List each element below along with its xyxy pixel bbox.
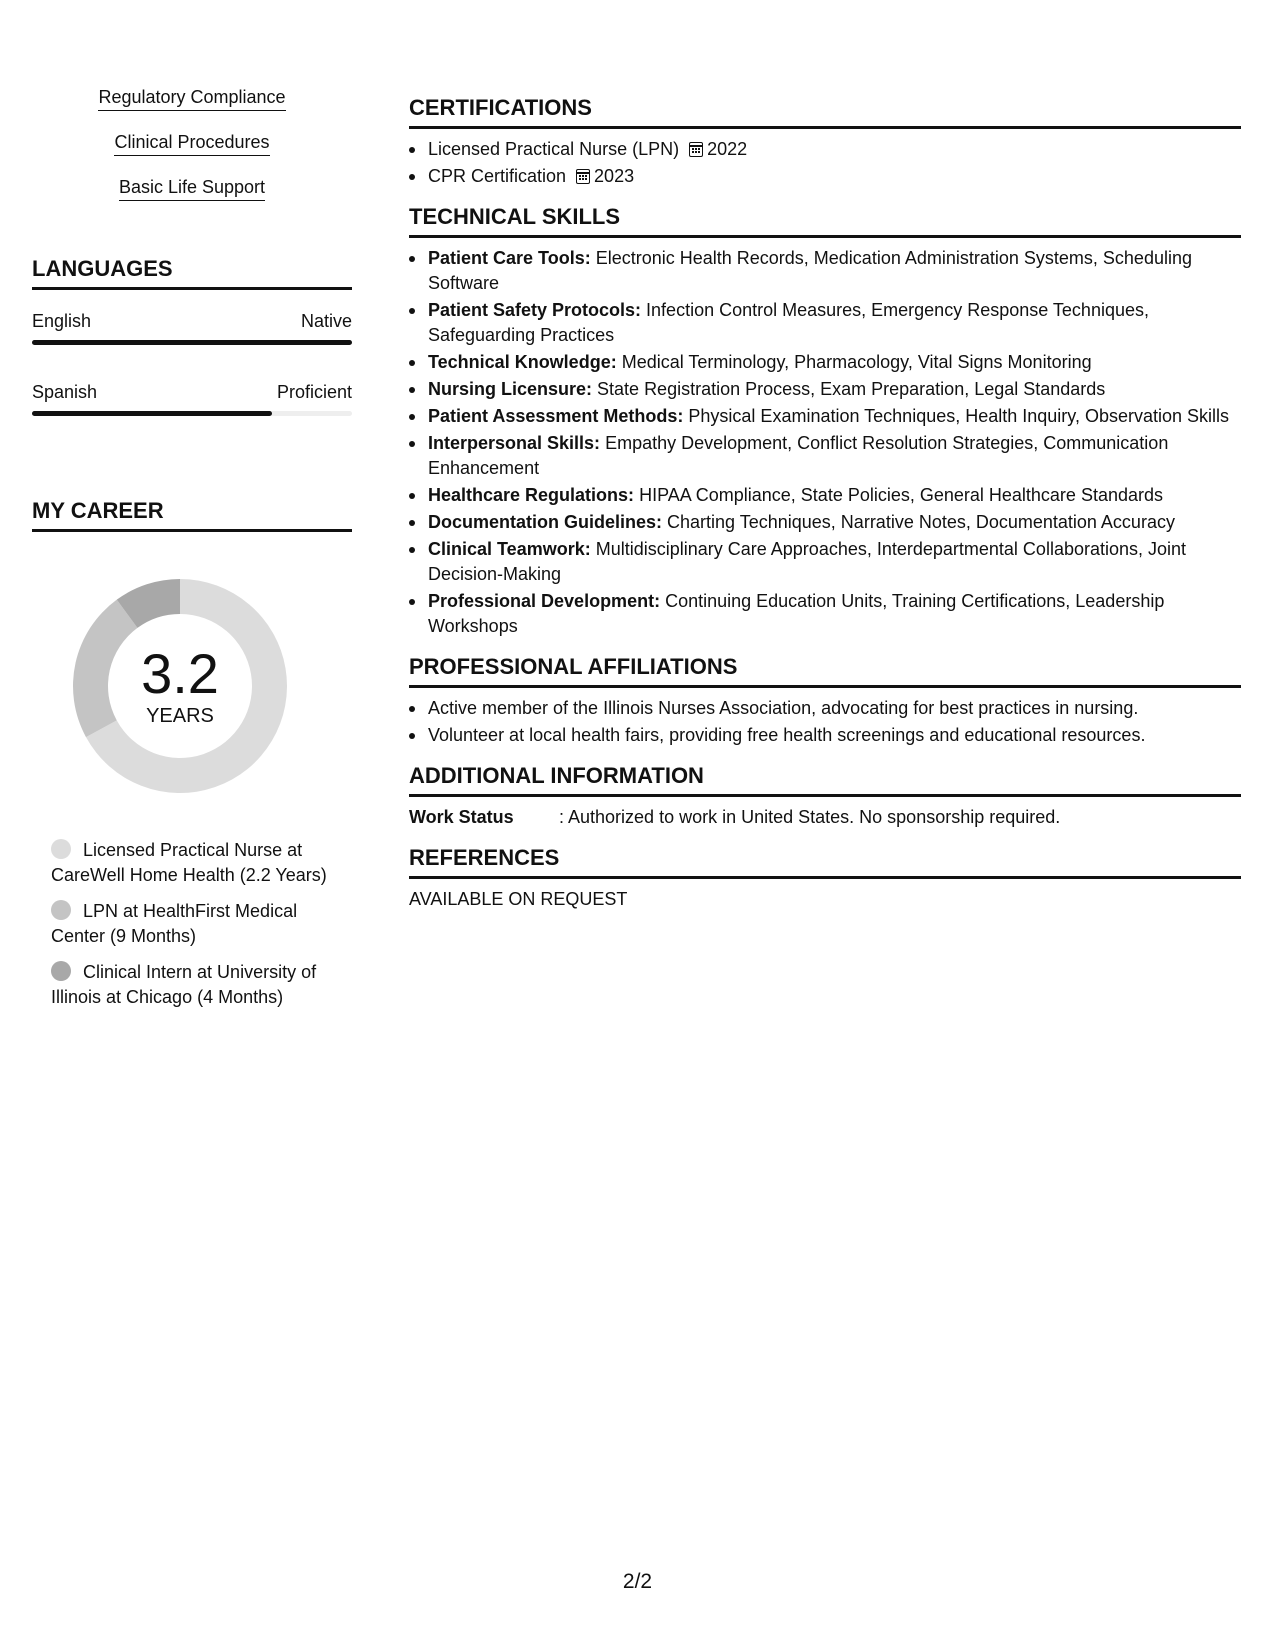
certification-year: 2022	[707, 139, 748, 159]
calendar-icon	[689, 142, 703, 157]
certification-item	[427, 137, 1241, 162]
work-status-label: Work Status	[409, 807, 514, 827]
donut-center	[67, 573, 293, 799]
technical-skill-item	[427, 350, 1241, 375]
legend-dot	[51, 961, 71, 981]
skill-text: HIPAA Compliance, State Policies, General Healthcare Standards	[634, 485, 1163, 505]
references-text: AVAILABLE ON REQUEST	[409, 889, 628, 909]
additional-info-section	[409, 762, 1241, 830]
skill-label: Documentation Guidelines:	[428, 512, 663, 532]
language-bar	[32, 411, 352, 416]
skill-label: Nursing Licensure:	[428, 379, 593, 399]
certifications-heading: CERTIFICATIONS	[409, 94, 1241, 129]
additional-info-heading: ADDITIONAL INFORMATION	[409, 762, 1241, 797]
skill-text: State Registration Process, Exam Preparation, Legal Standards	[592, 379, 1106, 399]
career-unit: YEARS	[146, 705, 214, 727]
references-section	[409, 844, 1241, 912]
career-legend	[51, 838, 331, 1021]
skill-text: Continuing Education Units, Training Certifications, Leadership Workshops	[428, 591, 1165, 636]
technical-skills-list	[409, 246, 1241, 639]
affiliations-heading: PROFESSIONAL AFFILIATIONS	[409, 653, 1241, 688]
languages-heading: LANGUAGES	[32, 255, 352, 290]
technical-skills-heading: TECHNICAL SKILLS	[409, 203, 1241, 238]
work-status-value: : Authorized to work in United States. No sponsorship required.	[559, 807, 1061, 827]
language-name: Spanish	[32, 382, 98, 402]
skill-label: Patient Safety Protocols:	[428, 300, 642, 320]
skill-text: Charting Techniques, Narrative Notes, Documentation Accuracy	[662, 512, 1175, 532]
certification-name: CPR Certification	[428, 166, 567, 186]
certification-name: Licensed Practical Nurse (LPN)	[428, 139, 680, 159]
certification-item	[427, 164, 1241, 189]
legend-text: LPN at HealthFirst Medical Center (9 Months)	[51, 901, 298, 946]
technical-skill-item	[427, 589, 1241, 639]
skill-tags	[32, 86, 352, 221]
language-item	[32, 381, 352, 416]
skill-tag: Clinical Procedures	[114, 131, 269, 156]
career-heading: MY CAREER	[32, 497, 352, 532]
technical-skill-item	[427, 246, 1241, 296]
technical-skill-item	[427, 404, 1241, 429]
legend-item	[51, 899, 331, 949]
legend-dot	[51, 900, 71, 920]
skill-text: Infection Control Measures, Emergency Response Techniques, Safeguarding Practices	[428, 300, 1149, 345]
technical-skill-item	[427, 431, 1241, 481]
legend-item	[51, 960, 331, 1010]
right-column	[409, 94, 1241, 926]
technical-skill-item	[427, 377, 1241, 402]
skill-label: Clinical Teamwork:	[428, 539, 591, 559]
language-level: Proficient	[276, 382, 352, 402]
skill-label: Healthcare Regulations:	[428, 485, 635, 505]
language-item	[32, 310, 352, 345]
legend-dot	[51, 839, 71, 859]
affiliations-list	[409, 696, 1241, 748]
legend-text: Clinical Intern at University of Illinois at Chicago (4 Months)	[51, 962, 317, 1007]
skill-label: Interpersonal Skills:	[428, 433, 601, 453]
page-number: 2/2	[622, 1570, 653, 1593]
technical-skill-item	[427, 483, 1241, 508]
skill-text: Physical Examination Techniques, Health Inquiry, Observation Skills	[683, 406, 1230, 426]
affiliations-section	[409, 653, 1241, 748]
technical-skills-section	[409, 203, 1241, 639]
certifications-list	[409, 137, 1241, 189]
skill-label: Patient Assessment Methods:	[428, 406, 684, 426]
skill-text: Empathy Development, Conflict Resolution Strategies, Communication Enhancement	[428, 433, 1169, 478]
skill-text: Medical Terminology, Pharmacology, Vital Signs Monitoring	[616, 352, 1092, 372]
language-level: Native	[300, 311, 352, 331]
technical-skill-item	[427, 298, 1241, 348]
skill-label: Professional Development:	[428, 591, 661, 611]
certifications-section	[409, 94, 1241, 189]
references-heading: REFERENCES	[409, 844, 1241, 879]
career-total: 3.2	[141, 642, 219, 705]
skill-label: Patient Care Tools:	[428, 248, 591, 268]
skill-label: Technical Knowledge:	[428, 352, 617, 372]
language-bar-fill	[32, 411, 272, 416]
skill-tag: Basic Life Support	[119, 176, 265, 201]
skill-tag: Regulatory Compliance	[98, 86, 285, 111]
technical-skill-item	[427, 537, 1241, 587]
language-name: English	[32, 311, 92, 331]
skill-text: Multidisciplinary Care Approaches, Interdepartmental Collaborations, Joint Decision-Making	[428, 539, 1187, 584]
language-bar-fill	[32, 340, 352, 345]
technical-skill-item	[427, 510, 1241, 535]
languages-section	[32, 255, 352, 416]
skill-text: Electronic Health Records, Medication Administration Systems, Scheduling Software	[428, 248, 1192, 293]
certification-year: 2023	[594, 166, 635, 186]
calendar-icon	[576, 169, 590, 184]
affiliation-item: Active member of the Illinois Nurses Association, advocating for best practices in nursing.	[427, 696, 1241, 721]
career-section	[32, 497, 352, 1007]
legend-text: Licensed Practical Nurse at CareWell Home Health (2.2 Years)	[51, 840, 327, 885]
work-status-row	[409, 805, 1241, 830]
legend-item	[51, 838, 331, 888]
affiliation-item: Volunteer at local health fairs, providing free health screenings and educational resources.	[427, 723, 1241, 748]
career-donut-chart	[67, 573, 293, 799]
language-bar	[32, 340, 352, 345]
